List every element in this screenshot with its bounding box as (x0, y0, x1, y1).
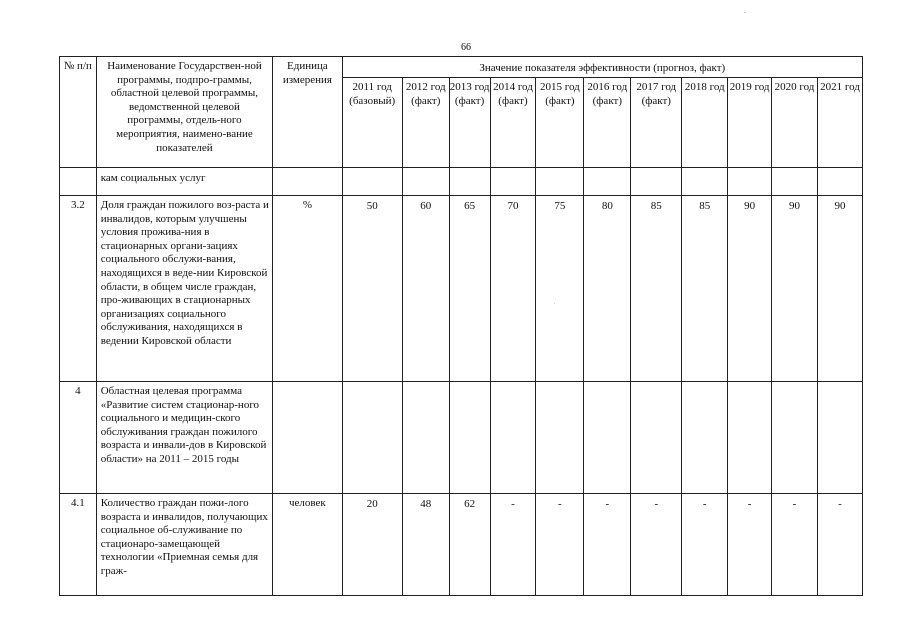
performance-indicator-table (59, 56, 863, 596)
cell-unit (273, 382, 342, 494)
cell-value: - (772, 494, 818, 596)
header-year: 2019 год (728, 78, 772, 168)
cell-value (631, 168, 682, 196)
cell-value (402, 382, 449, 494)
cell-value: - (584, 494, 631, 596)
cell-value: 90 (817, 196, 862, 382)
cell-value (817, 168, 862, 196)
cell-name: Количество граждан пожи-лого возраста и инвалидов, получающих социальное об-служивание по стационаро-замещающей технологии «Приемная семья для граж- (96, 494, 273, 596)
scan-mark (744, 12, 746, 13)
cell-num: 3.2 (60, 196, 97, 382)
cell-value (817, 382, 862, 494)
cell-value (342, 168, 402, 196)
cell-value (536, 382, 584, 494)
table-row-4-1 (60, 494, 863, 596)
cell-value: - (682, 494, 728, 596)
header-year: 2021 год (817, 78, 862, 168)
cell-num: 4 (60, 382, 97, 494)
cell-value: 70 (490, 196, 536, 382)
cell-value: 80 (584, 196, 631, 382)
cell-value (728, 168, 772, 196)
cell-value: 90 (728, 196, 772, 382)
page-number: 66 (461, 42, 471, 53)
cell-value (342, 382, 402, 494)
cell-value: 50 (342, 196, 402, 382)
cell-value (772, 168, 818, 196)
cell-value (728, 382, 772, 494)
cell-value (490, 168, 536, 196)
cell-value: 85 (682, 196, 728, 382)
cell-name: кам социальных услуг (96, 168, 273, 196)
header-year: 2013 год (факт) (449, 78, 490, 168)
cell-value (449, 382, 490, 494)
cell-value: 60 (402, 196, 449, 382)
cell-value (402, 168, 449, 196)
cell-value: 20 (342, 494, 402, 596)
header-year: 2015 год (факт) (536, 78, 584, 168)
header-year: 2020 год (772, 78, 818, 168)
cell-unit: % (273, 196, 342, 382)
header-year: 2016 год (факт) (584, 78, 631, 168)
cell-value: - (536, 494, 584, 596)
cell-value (584, 382, 631, 494)
cell-num: 4.1 (60, 494, 97, 596)
table-row-4 (60, 382, 863, 494)
cell-value (631, 382, 682, 494)
cell-name: Доля граждан пожилого воз-раста и инвалидов, которым улучшены условия прожива-ния в стационарных органи-зациях социального обслужи-вания, находящихся в веде-нии Кировской области, в общем числе граждан, про-живающих в стационарных организациях социального обслуживания, находящихся в ведении Кировской области (96, 196, 273, 382)
cell-value: - (490, 494, 536, 596)
header-year: 2018 год (682, 78, 728, 168)
cell-name: Областная целевая программа «Развитие систем стационар-ного социального и медицин-ского обслуживания граждан пожилого возраста и инвали-дов в Кировской области» на 2011 – 2015 годы (96, 382, 273, 494)
header-year: 2012 год (факт) (402, 78, 449, 168)
cell-unit (273, 168, 342, 196)
cell-value: 85 (631, 196, 682, 382)
cell-value: 90 (772, 196, 818, 382)
header-group: Значение показателя эффективности (прогноз, факт) (342, 57, 862, 78)
header-row-top (60, 57, 863, 78)
table-row-continuation (60, 168, 863, 196)
cell-value: 75 (536, 196, 584, 382)
cell-value (682, 382, 728, 494)
cell-value (536, 168, 584, 196)
cell-value (772, 382, 818, 494)
table-row-3-2 (60, 196, 863, 382)
header-year: 2014 год (факт) (490, 78, 536, 168)
cell-value: - (817, 494, 862, 596)
cell-value (449, 168, 490, 196)
cell-value: 62 (449, 494, 490, 596)
cell-num (60, 168, 97, 196)
cell-value (584, 168, 631, 196)
cell-value (682, 168, 728, 196)
header-name: Наименование Государствен-ной программы, подпро-граммы, областной целевой программы, ведомственной целевой программы, отдель-ного мероприятия, наимено-вание показателей (96, 57, 273, 168)
cell-value: 65 (449, 196, 490, 382)
header-year: 2011 год (базовый) (342, 78, 402, 168)
cell-value: - (631, 494, 682, 596)
cell-value (490, 382, 536, 494)
cell-unit: человек (273, 494, 342, 596)
cell-value: - (728, 494, 772, 596)
cell-value: 48 (402, 494, 449, 596)
header-unit: Единица измерения (273, 57, 342, 168)
header-num: № п/п (60, 57, 97, 168)
header-year: 2017 год (факт) (631, 78, 682, 168)
